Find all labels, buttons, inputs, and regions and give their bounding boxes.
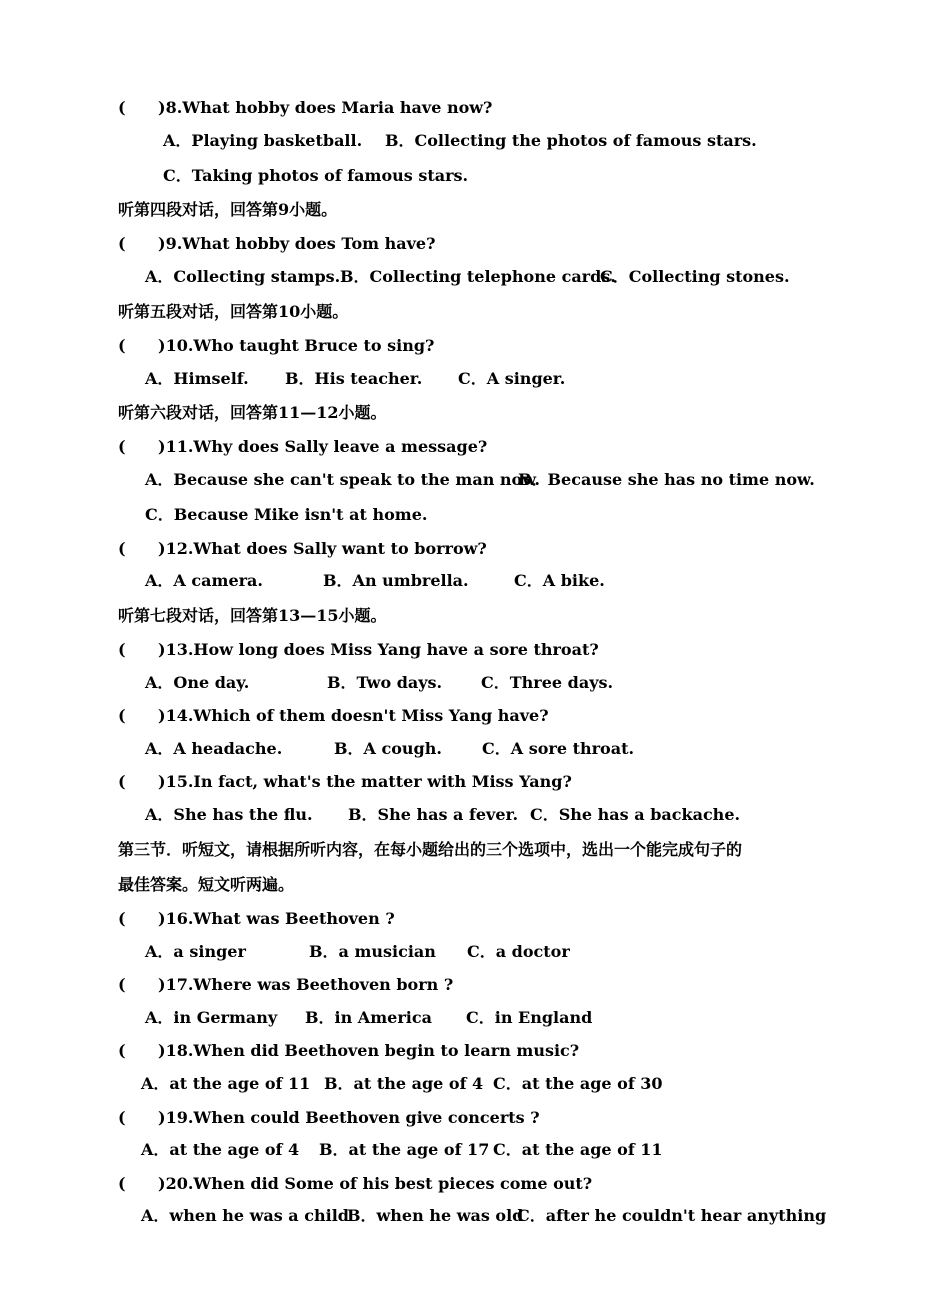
question-stem: )19.When could Beethoven give concerts ? [158,1108,540,1127]
question-17 [118,975,453,995]
question-stem: )12.What does Sally want to borrow? [158,539,487,558]
option-b: B．at the age of 17 [319,1140,490,1159]
answer-paren: ( [118,975,126,994]
answer-paren: ( [118,706,126,725]
section-7-instruction: 听第七段对话，回答第13—15小题。 [118,606,387,625]
question-stem: )20.When did Some of his best pieces come out? [158,1174,593,1193]
answer-paren: ( [118,336,126,355]
answer-paren: ( [118,909,126,928]
question-13 [118,640,599,660]
option-c: C．Because Mike isn't at home. [145,505,428,524]
question-stem: )9.What hobby does Tom have? [158,234,436,253]
question-19 [118,1108,540,1128]
answer-paren: ( [118,640,126,659]
answer-paren: ( [118,234,126,253]
section-4-instruction: 听第四段对话，回答第9小题。 [118,200,338,219]
option-c: C．Three days. [481,673,614,692]
question-stem: )18.When did Beethoven begin to learn music? [158,1041,580,1060]
question-8 [118,98,492,118]
option-c: C．after he couldn't hear anything [517,1206,827,1225]
option-b: B．An umbrella. [323,571,469,590]
option-b: B．in America [305,1008,432,1027]
question-stem: )13.How long does Miss Yang have a sore throat? [158,640,599,659]
option-b: B．at the age of 4 [324,1074,484,1093]
answer-paren: ( [118,772,126,791]
option-c: C．A bike. [514,571,605,590]
question-20 [118,1174,592,1194]
option-a: A．Collecting stamps. [145,267,341,286]
question-11 [118,437,487,457]
question-15 [118,772,572,792]
part-3-instruction-line2: 最佳答案。短文听两遍。 [118,875,295,894]
answer-paren: ( [118,98,126,117]
option-c: C．at the age of 30 [493,1074,663,1093]
question-stem: )8.What hobby does Maria have now? [158,98,493,117]
option-a: A．Playing basketball. [163,131,363,150]
option-c: C．at the age of 11 [493,1140,663,1159]
option-a: A．A headache. [145,739,283,758]
option-a: A．A camera. [145,571,263,590]
option-b: B．when he was old [347,1206,524,1225]
option-a: A．Himself. [145,369,249,388]
answer-paren: ( [118,437,126,456]
question-12 [118,539,487,559]
option-b: B．His teacher. [285,369,423,388]
option-c: C．a doctor [467,942,570,961]
question-stem: )11.Why does Sally leave a message? [158,437,488,456]
option-a: A．One day. [145,673,250,692]
option-b: B．Collecting telephone cards. [340,267,616,286]
question-16 [118,909,395,929]
option-b: B．a musician [309,942,436,961]
section-6-instruction: 听第六段对话，回答第11—12小题。 [118,403,387,422]
option-b: B．Collecting the photos of famous stars. [385,131,757,150]
question-stem: )17.Where was Beethoven born ? [158,975,454,994]
option-b: B．Because she has no time now. [518,470,815,489]
option-b: B．She has a fever. [348,805,519,824]
option-c: C．in England [466,1008,593,1027]
question-9 [118,234,435,254]
option-a: A．at the age of 11 [141,1074,311,1093]
option-c: C．A sore throat. [482,739,635,758]
part-3-instruction-line1: 第三节．听短文，请根据所听内容，在每小题给出的三个选项中，选出一个能完成句子的 [118,840,743,859]
option-c: C．Taking photos of famous stars. [163,166,469,185]
answer-paren: ( [118,1041,126,1060]
option-c: C．Collecting stones. [600,267,790,286]
question-14 [118,706,549,726]
option-a: A．She has the flu. [145,805,313,824]
option-c: C．A singer. [458,369,566,388]
question-stem: )10.Who taught Bruce to sing? [158,336,435,355]
question-stem: )14.Which of them doesn't Miss Yang have? [158,706,549,725]
option-a: A．at the age of 4 [141,1140,300,1159]
question-18 [118,1041,579,1061]
question-stem: )15.In fact, what's the matter with Miss Yang? [158,772,572,791]
option-c: C．She has a backache. [530,805,741,824]
option-a: A．Because she can't speak to the man now. [145,470,540,489]
option-b: B．A cough. [334,739,442,758]
answer-paren: ( [118,1174,126,1193]
option-a: A．when he was a child [141,1206,349,1225]
option-a: A．a singer [145,942,246,961]
answer-paren: ( [118,539,126,558]
option-b: B．Two days. [327,673,443,692]
question-stem: )16.What was Beethoven ? [158,909,395,928]
section-5-instruction: 听第五段对话，回答第10小题。 [118,302,349,321]
option-a: A．in Germany [145,1008,278,1027]
question-10 [118,336,434,356]
answer-paren: ( [118,1108,126,1127]
